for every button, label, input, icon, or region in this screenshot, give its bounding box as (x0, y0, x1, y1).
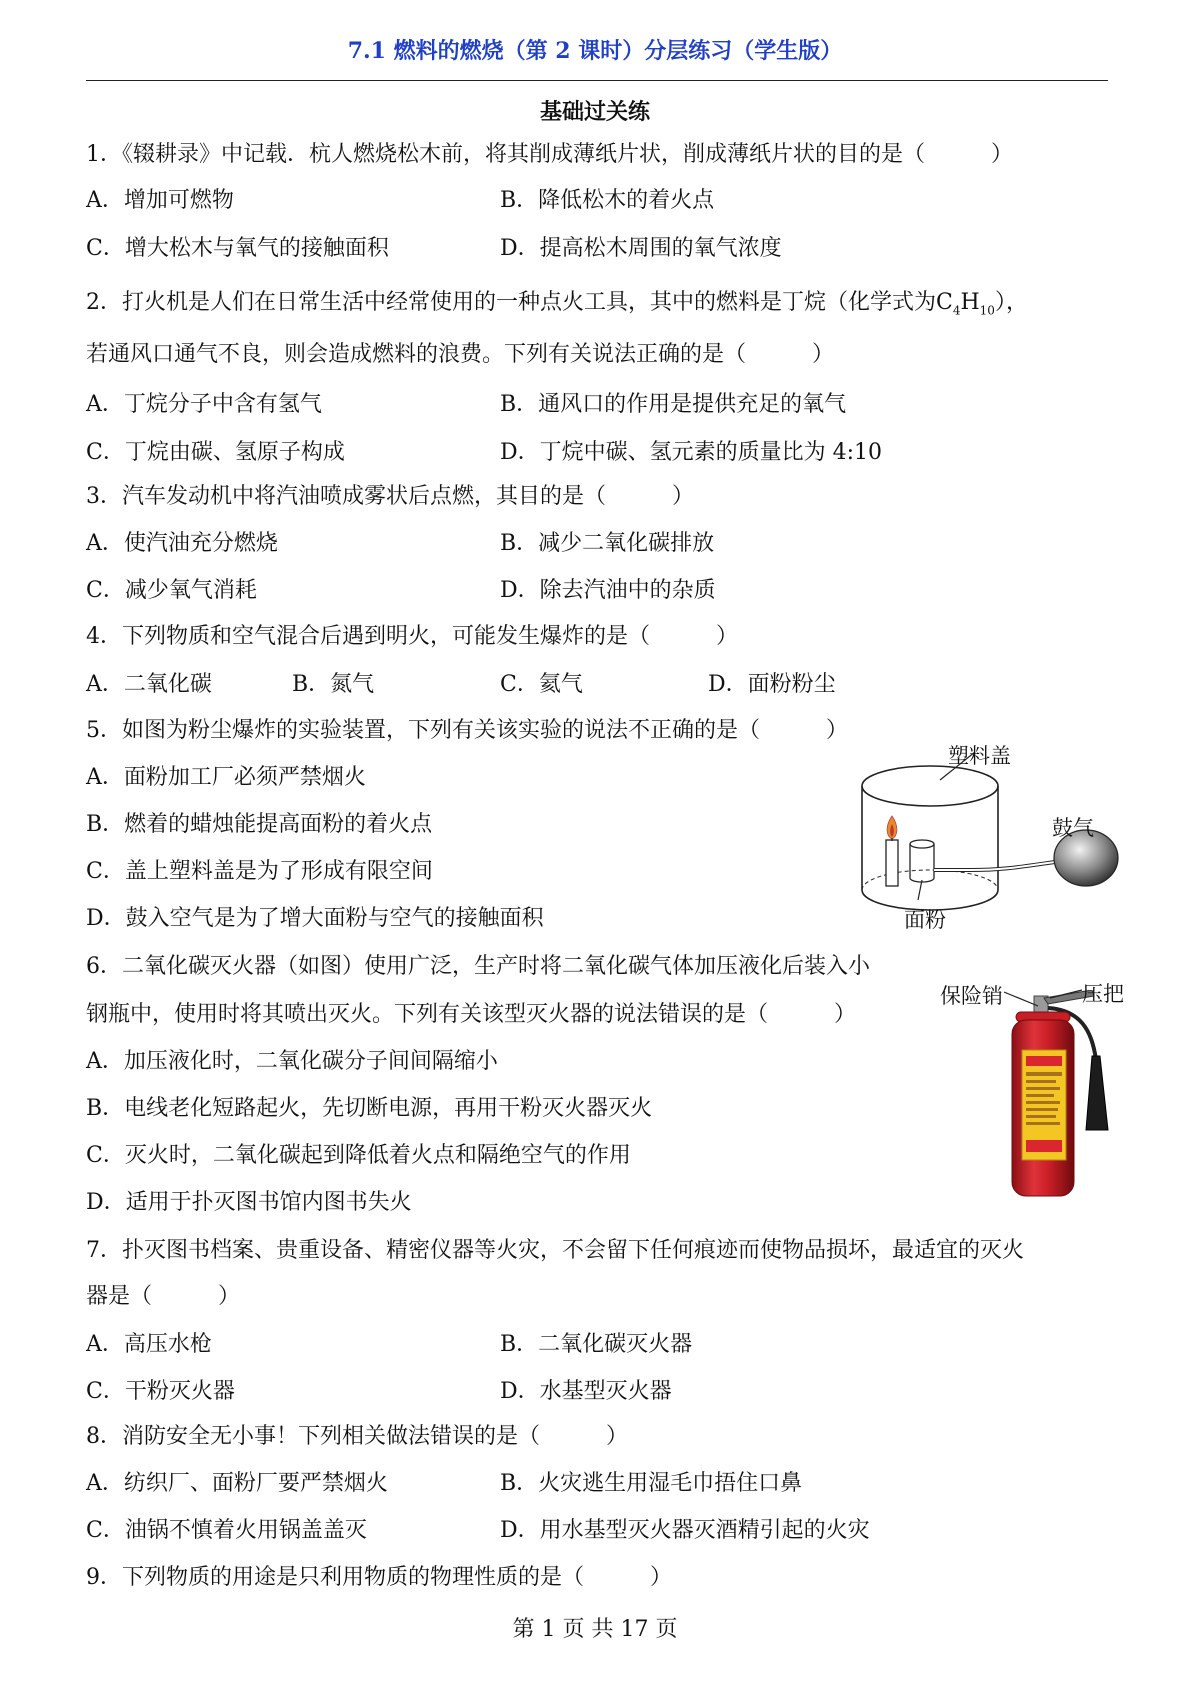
question-6-stem-line-2: 钢瓶中，使用时将其喷出灭火。下列有关该型灭火器的说法错误的是（ ） (86, 1002, 857, 1027)
question-6-stem-line-1: 6．二氧化碳灭火器（如图）使用广泛，生产时将二氧化碳气体加压液化后装入小 (86, 954, 870, 979)
question-8-option-d: D．用水基型灭火器灭酒精引起的火灾 (500, 1518, 870, 1543)
question-5-option-b: B．燃着的蜡烛能提高面粉的着火点 (86, 812, 433, 837)
question-1-stem: 1．《辍耕录》中记载．杭人燃烧松木前，将其削成薄纸片状，削成薄纸片状的目的是（ ） (86, 142, 1014, 167)
label-pressure-handle: 压把 (1082, 982, 1124, 1006)
question-7-stem-line-1: 7．扑灭图书档案、贵重设备、精密仪器等火灾，不会留下任何痕迹而使物品损坏，最适宜的灭火 (86, 1238, 1025, 1263)
question-3-stem: 3．汽车发动机中将汽油喷成雾状后点燃，其目的是（ ） (86, 484, 695, 509)
question-4-option-d: D．面粉粉尘 (708, 672, 836, 697)
extinguisher-leader-lines (1004, 984, 1084, 1024)
document-title: 7.1 燃料的燃烧（第 2 课时）分层练习（学生版） (347, 38, 843, 64)
question-4-option-a: A．二氧化碳 (86, 672, 212, 697)
question-5-option-a: A．面粉加工厂必须严禁烟火 (86, 765, 366, 790)
question-2-option-c: C．丁烷由碳、氢原子构成 (86, 440, 345, 465)
question-4-option-c: C．氦气 (500, 672, 583, 697)
label-safety-pin: 保险销 (940, 984, 1003, 1008)
question-6-option-d: D．适用于扑灭图书馆内图书失火 (86, 1190, 412, 1215)
question-9-stem: 9．下列物质的用途是只利用物质的物理性质的是（ ） (86, 1565, 673, 1590)
question-8-option-c: C．油锅不慎着火用锅盖盖灭 (86, 1518, 367, 1543)
question-5-option-c: C．盖上塑料盖是为了形成有限空间 (86, 859, 433, 884)
question-3-option-d: D．除去汽油中的杂质 (500, 578, 716, 603)
question-2-option-a: A．丁烷分子中含有氢气 (86, 392, 322, 417)
question-8-stem: 8．消防安全无小事！下列相关做法错误的是（ ） (86, 1424, 629, 1449)
page-footer: 第 1 页 共 17 页 (512, 1617, 678, 1642)
question-2-option-d: D．丁烷中碳、氢元素的质量比为 4:10 (500, 440, 883, 465)
question-3-option-a: A．使汽油充分燃烧 (86, 531, 278, 556)
question-7-option-a: A．高压水枪 (86, 1332, 212, 1357)
question-2-stem-line-2: 若通风口通气不良，则会造成燃料的浪费。下列有关说法正确的是（ ） (86, 342, 835, 367)
question-7-option-d: D．水基型灭火器 (500, 1379, 672, 1404)
question-7-option-c: C．干粉灭火器 (86, 1379, 235, 1404)
label-blow-air: 鼓气 (1052, 816, 1094, 840)
question-8-option-b: B．火灾逃生用湿毛巾捂住口鼻 (500, 1471, 803, 1496)
question-3-option-c: C．减少氧气消耗 (86, 578, 257, 603)
label-plastic-lid: 塑料盖 (948, 744, 1011, 768)
question-5-stem: 5．如图为粉尘爆炸的实验装置，下列有关该实验的说法不正确的是（ ） (86, 718, 849, 743)
question-5-option-d: D．鼓入空气是为了增大面粉与空气的接触面积 (86, 906, 544, 931)
question-1-option-d: D．提高松木周围的氧气浓度 (500, 236, 782, 261)
question-8-option-a: A．纺织厂、面粉厂要严禁烟火 (86, 1471, 388, 1496)
label-flour: 面粉 (904, 908, 946, 932)
question-7-option-b: B．二氧化碳灭火器 (500, 1332, 693, 1357)
section-title: 基础过关练 (539, 99, 650, 125)
question-4-option-b: B．氮气 (292, 672, 375, 697)
question-1-option-a: A．增加可燃物 (86, 188, 234, 213)
question-3-option-b: B．减少二氧化碳排放 (500, 531, 715, 556)
header-rule (86, 80, 1108, 81)
question-1-option-c: C．增大松木与氧气的接触面积 (86, 236, 389, 261)
question-1-option-b: B．降低松木的着火点 (500, 188, 715, 213)
question-6-option-a: A．加压液化时，二氧化碳分子间间隔缩小 (86, 1049, 498, 1074)
question-6-option-b: B．电线老化短路起火，先切断电源，再用干粉灭火器灭火 (86, 1096, 653, 1121)
question-4-stem: 4．下列物质和空气混合后遇到明火，可能发生爆炸的是（ ） (86, 624, 739, 649)
question-7-stem-line-2: 器是（ ） (86, 1284, 241, 1309)
formula-butane: $C_4H_{10}$ (936, 290, 995, 318)
question-2-option-b: B．通风口的作用是提供充足的氧气 (500, 392, 847, 417)
question-6-option-c: C．灭火时，二氧化碳起到降低着火点和隔绝空气的作用 (86, 1143, 631, 1168)
question-2-stem-line-1: 2．打火机是人们在日常生活中经常使用的一种点火工具，其中的燃料是丁烷（化学式为$C_4H_{10}$）， (86, 290, 1028, 318)
